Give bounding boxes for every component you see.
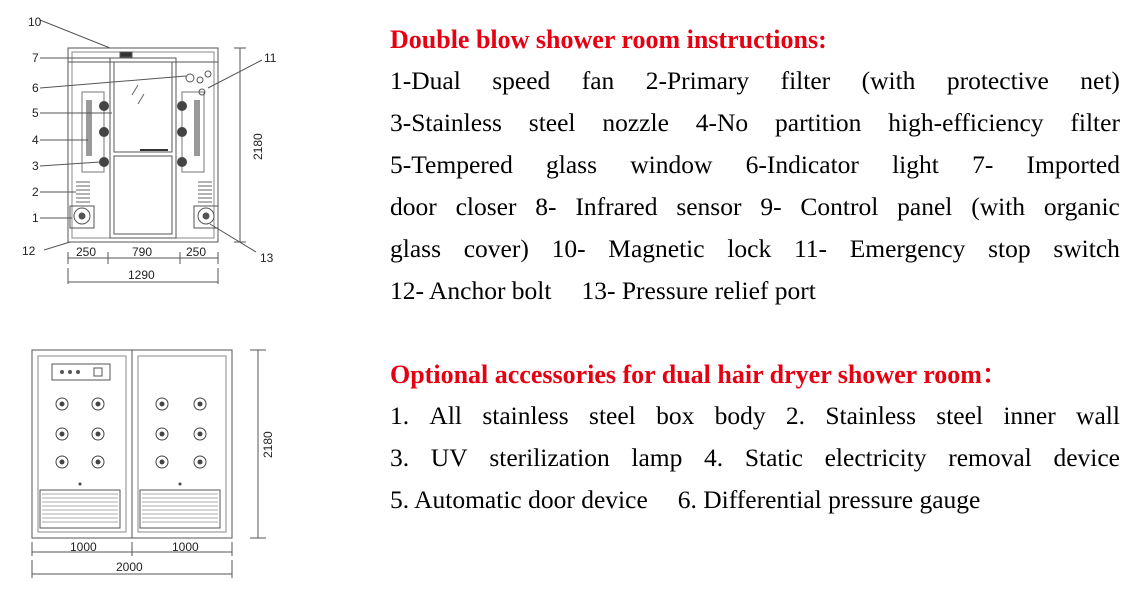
dim-790: 790 bbox=[132, 245, 153, 259]
accessories-line: 5. Automatic door device 6. Differential pressure gauge bbox=[390, 485, 981, 514]
instructions-line: 3-Stainless steel nozzle 4-No partition high-efficiency filter bbox=[390, 108, 1120, 137]
callout-12: 12 bbox=[22, 244, 36, 258]
callout-1: 1 bbox=[32, 211, 39, 225]
top-view-drawing bbox=[32, 350, 266, 578]
callout-2: 2 bbox=[32, 185, 39, 199]
dim-2180-bottom: 2180 bbox=[261, 431, 275, 458]
instructions-line: glass cover) 10- Magnetic lock 11- Emergency stop switch bbox=[390, 234, 1120, 263]
callout-4: 4 bbox=[32, 133, 39, 147]
callout-3: 3 bbox=[32, 159, 39, 173]
shower-room-drawings bbox=[0, 0, 380, 603]
instructions-line: 12- Anchor bolt 13- Pressure relief port bbox=[390, 276, 816, 305]
callout-13: 13 bbox=[260, 251, 274, 265]
callout-11: 11 bbox=[264, 51, 277, 65]
instructions-line: 5-Tempered glass window 6-Indicator light 7- Imported bbox=[390, 150, 1120, 179]
accessories-title: Optional accessories for dual hair dryer shower room： bbox=[390, 360, 1008, 389]
dim-2180-top: 2180 bbox=[251, 133, 265, 160]
accessories-block bbox=[390, 355, 1120, 521]
dim-250-right: 250 bbox=[186, 245, 207, 259]
callout-7: 7 bbox=[32, 51, 39, 65]
dim-1290: 1290 bbox=[128, 268, 155, 282]
dim-1000-left: 1000 bbox=[70, 540, 97, 554]
accessories-line: 3. UV sterilization lamp 4. Static electricity removal device bbox=[390, 443, 1120, 472]
dim-1000-right: 1000 bbox=[172, 540, 199, 554]
callout-10: 10 bbox=[28, 15, 42, 29]
dim-250-left: 250 bbox=[76, 245, 97, 259]
accessories-line: 1. All stainless steel box body 2. Stainless steel inner wall bbox=[390, 401, 1120, 430]
instructions-line: door closer 8- Infrared sensor 9- Control panel (with organic bbox=[390, 192, 1120, 221]
instructions-block bbox=[390, 20, 1120, 312]
instructions-title: Double blow shower room instructions: bbox=[390, 25, 827, 54]
callout-5: 5 bbox=[32, 106, 39, 120]
callout-6: 6 bbox=[32, 81, 39, 95]
instructions-line: 1-Dual speed fan 2-Primary filter (with protective net) bbox=[390, 66, 1120, 95]
dim-2000: 2000 bbox=[116, 560, 143, 574]
